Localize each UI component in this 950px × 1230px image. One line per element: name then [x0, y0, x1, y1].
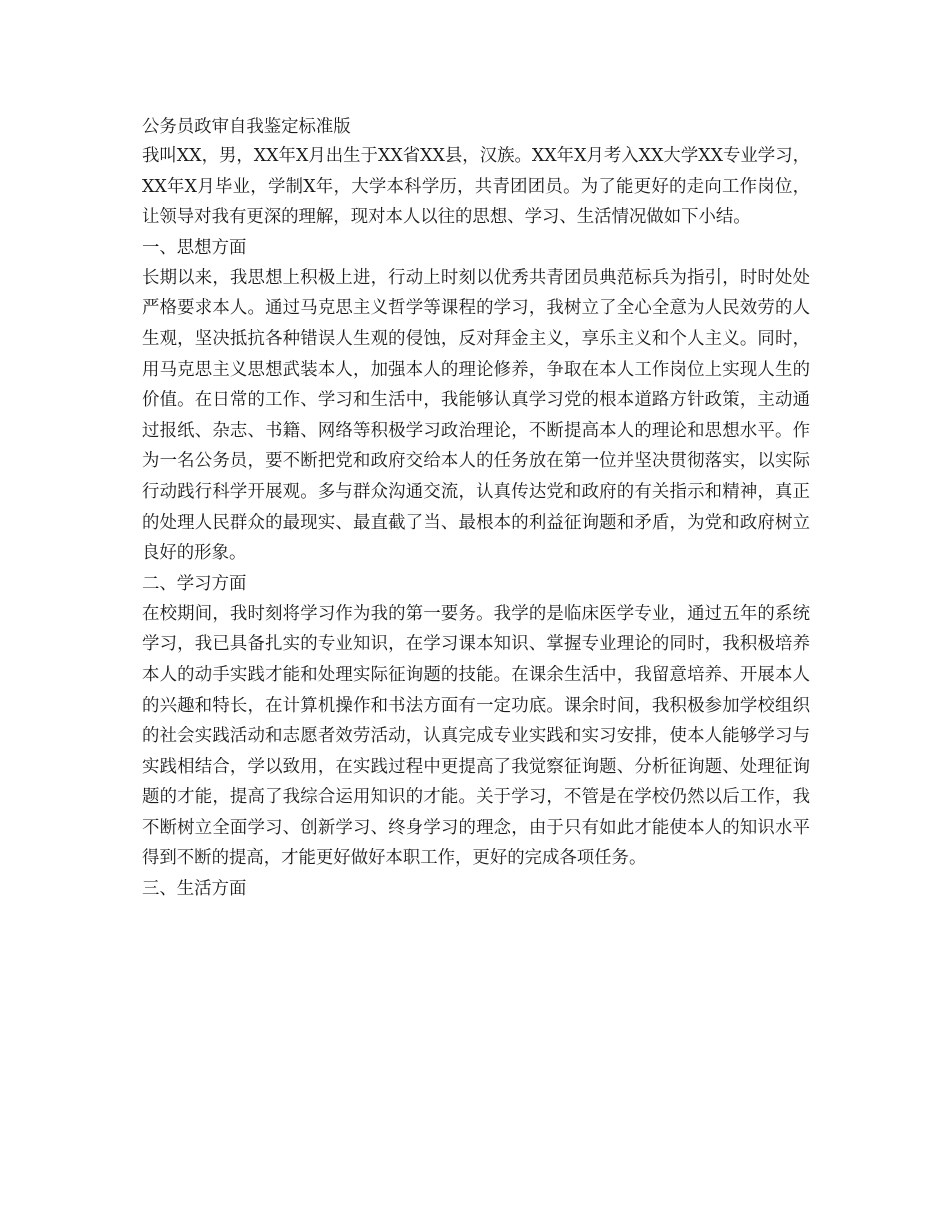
section-heading-life: 三、生活方面	[142, 879, 247, 900]
document-title: 公务员政审自我鉴定标准版	[142, 117, 351, 137]
section-heading-study: 二、学习方面	[142, 573, 247, 594]
section-body-thought: 长期以来，我思想上积极上进，行动上时刻以优秀共青团员典范标兵为指引，时时处处严格要求本人。通过马克思主义哲学等课程的学习，我树立了全心全意为人民效劳的人生观，坚决抵抗各种错误人生观的侵蚀，反对拜金主义，享乐主义和个人主义。同时，用马克思主义思想武装本人，加强本人的理论修养，争取在本人工作岗位上实现人生的价值。在日常的工作、学习和生活中，我能够认真学习党的根本道路方针政策，主动通过报纸、杂志、书籍、网络等积极学习政治理论，不断提高本人的理论和思想水平。作为一名公务员，要不断把党和政府交给本人的任务放在第一位并坚决贯彻落实，以实际行动践行科学开展观。多与群众沟通交流，认真传达党和政府的有关指示和精神，真正的处理人民群众的最现实、最直截了当、最根本的利益征询题和矛盾，为党和政府树立良好的形象。	[142, 267, 810, 564]
section-body-study: 在校期间，我时刻将学习作为我的第一要务。我学的是临床医学专业，通过五年的系统学习，我已具备扎实的专业知识，在学习课本知识、掌握专业理论的同时，我积极培养本人的动手实践才能和处理实际征询题的技能。在课余生活中，我留意培养、开展本人的兴趣和特长，在计算机操作和书法方面有一定功底。课余时间，我积极参加学校组织的社会实践活动和志愿者效劳活动，认真完成专业实践和实习安排，使本人能够学习与实践相结合，学以致用，在实践过程中更提高了我觉察征询题、分析征询题、处理征询题的才能，提高了我综合运用知识的才能。关于学习，不管是在学校仍然以后工作，我不断树立全面学习、创新学习、终身学习的理念，由于只有如此才能使本人的知识水平得到不断的提高，才能更好做好本职工作，更好的完成各项任务。	[142, 603, 810, 869]
intro-paragraph: 我叫XX，男，XX年X月出生于XX省XX县，汉族。XX年X月考入XX大学XX专业学习，XX年X月毕业，学制X年，大学本科学历，共青团团员。为了能更好的走向工作岗位，让领导对我有更深的理解，现对本人以往的思想、学习、生活情况做如下小结。	[142, 146, 810, 228]
document-body	[142, 113, 810, 904]
section-heading-thought: 一、思想方面	[142, 237, 247, 258]
